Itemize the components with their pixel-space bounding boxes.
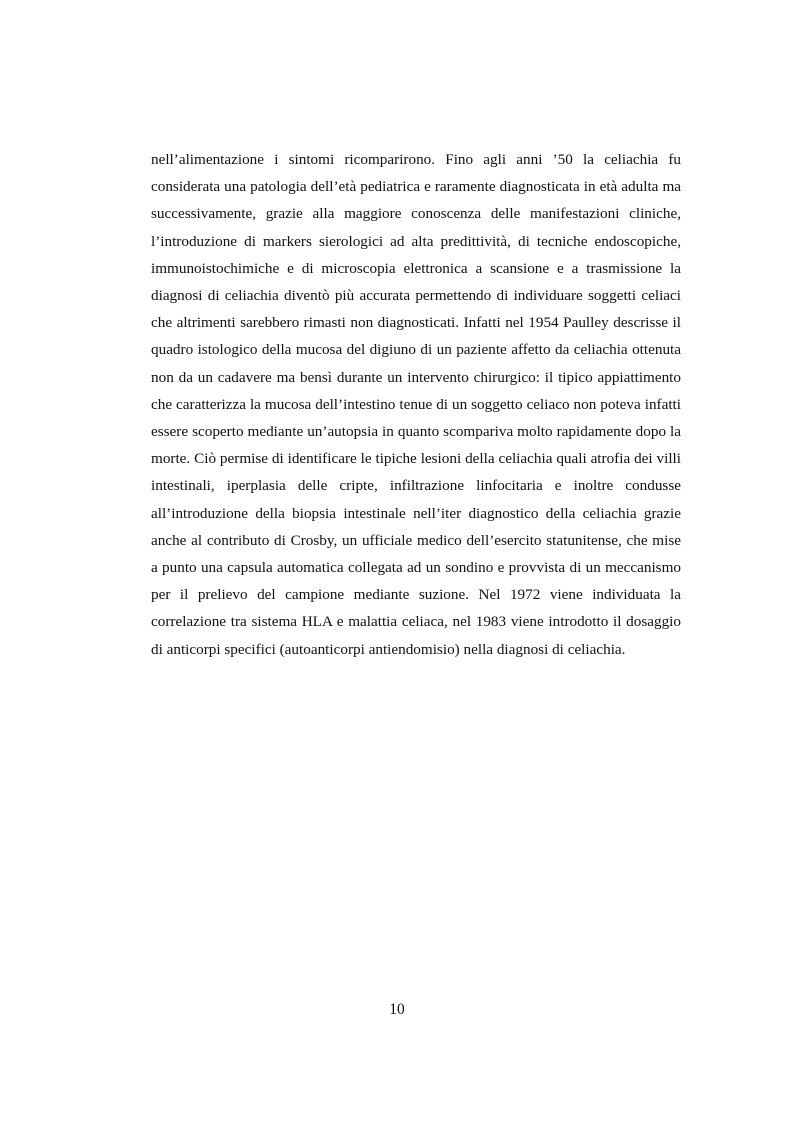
page-number: 10 xyxy=(389,1001,405,1018)
body-paragraph: nell’alimentazione i sintomi ricomparirono. Fino agli anni ’50 la celiachia fu considerata una patologia dell’età pediatrica e raramente diagnosticata in età adulta ma successivamente, grazie alla maggiore conoscenza delle manifestazioni cliniche, l’introduzione di markers sierologici ad alta predittività, di tecniche endoscopiche, immunoistochimiche e di microscopia elettronica a scansione e a trasmissione la diagnosi di celiachia diventò più accurata permettendo di individuare soggetti celiaci che altrimenti sarebbero rimasti non diagnosticati. Infatti nel 1954 Paulley descrisse il quadro istologico della mucosa del digiuno di un paziente affetto da celiachia ottenuta non da un cadavere ma bensì durante un intervento chirurgico: il tipico appiattimento che caratterizza la mucosa dell’intestino tenue di un soggetto celiaco non poteva infatti essere scoperto mediante un’autopsia in quanto scompariva molto rapidamente dopo la morte. Ciò permise di identificare le tipiche lesioni della celiachia quali atrofia dei villi intestinali, iperplasia delle cripte, infiltrazione linfocitaria e inoltre condusse all’introduzione della biopsia intestinale nell’iter diagnostico della celiachia grazie anche al contributo di Crosby, un ufficiale medico dell’esercito statunitense, che mise a punto una capsula automatica collegata ad un sondino e provvista di un meccanismo per il prelievo del campione mediante suzione. Nel 1972 viene individuata la correlazione tra sistema HLA e malattia celiaca, nel 1983 viene introdotto il dosaggio di anticorpi specifici (autoanticorpi antiendomisio) nella diagnosi di celiachia. xyxy=(151,151,681,658)
